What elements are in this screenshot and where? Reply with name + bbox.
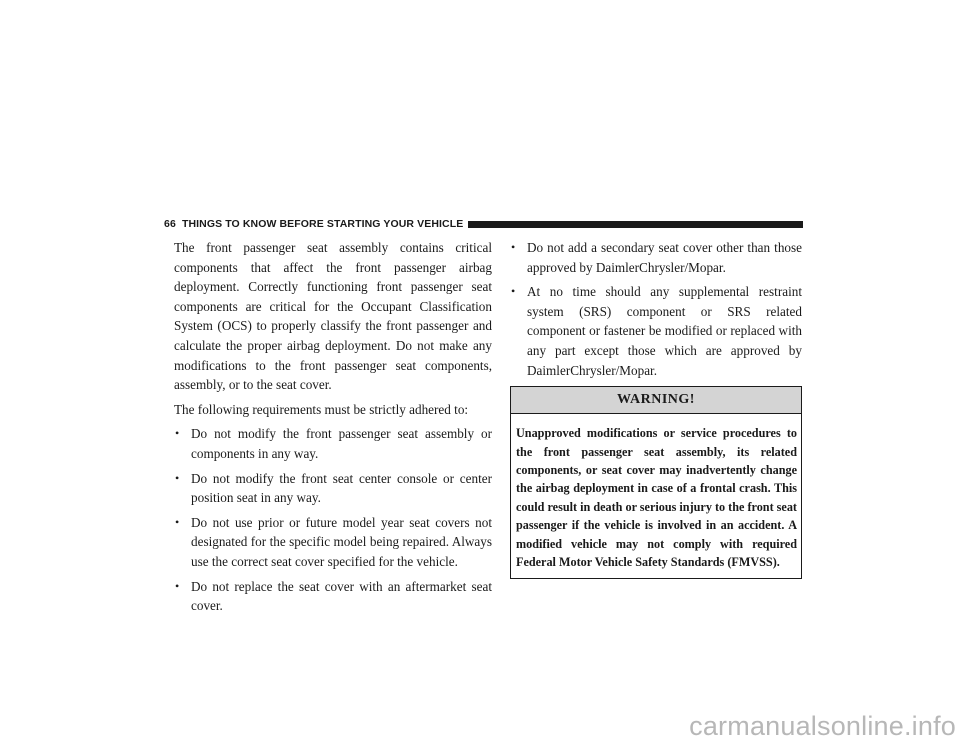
list-item xyxy=(510,282,802,380)
list-item xyxy=(174,424,492,463)
requirements-list-continued xyxy=(510,238,802,380)
header-rule xyxy=(468,221,803,228)
list-item-text: Do not replace the seat cover with an aftermarket seat cover. xyxy=(191,578,492,614)
warning-title: WARNING! xyxy=(511,387,801,414)
bullet-icon: • xyxy=(511,240,516,254)
bullet-icon: • xyxy=(175,470,180,485)
page-header-text xyxy=(164,218,463,230)
list-item xyxy=(174,513,492,572)
page-number: 66 xyxy=(164,218,176,230)
list-item xyxy=(174,469,492,508)
section-title: THINGS TO KNOW BEFORE STARTING YOUR VEHICLE xyxy=(181,218,464,230)
intro-paragraph: The front passenger seat assembly contains critical components that affect the front passenger airbag deployment. Correctly functioning front passenger seat components are critical for the Occupant Classification System (OCS) to properly classify the front passenger and calculate the proper airbag deployment. Do not make any modifications to the front passenger seat components, assembly, or to the seat cover. xyxy=(174,240,492,393)
bullet-icon: • xyxy=(175,514,180,529)
list-item xyxy=(510,238,802,277)
bullet-icon: • xyxy=(175,578,180,593)
warning-text: Unapproved modifications or service procedures to the front passenger seat assembly, its related components, or seat cover may inadvertently change the airbag deployment in case of a frontal crash. This could result in death or serious injury to the front seat passenger if the vehicle is involved in an accident. A modified vehicle may not comply with required Federal Motor Vehicle Safety Standards (FMVSS). xyxy=(516,426,797,569)
list-item-text: Do not modify the front passenger seat assembly or components in any way. xyxy=(191,426,492,461)
requirements-intro: The following requirements must be strictly adhered to: xyxy=(174,401,469,417)
list-item-text: Do not modify the front seat center console or center position seat in any way. xyxy=(191,470,492,506)
watermark: carmanualsonline.info xyxy=(689,711,956,741)
list-item xyxy=(174,577,492,616)
right-column xyxy=(510,238,802,579)
list-item-text: Do not use prior or future model year seat covers not designated for the specific model being repaired. Always use the correct seat cover specified for the vehicle. xyxy=(191,514,492,569)
list-item-text: Do not add a secondary seat cover other than those approved by DaimlerChrysler/Mopar. xyxy=(527,240,802,275)
page-header xyxy=(164,217,803,231)
left-column xyxy=(174,238,492,621)
list-item-text: At no time should any supplemental restraint system (SRS) component or SRS related component or fastener be modified or replaced with any part except those which are approved by DaimlerChrysler/Mopar. xyxy=(527,284,802,378)
bullet-icon: • xyxy=(511,284,516,299)
requirements-list xyxy=(174,424,492,615)
bullet-icon: • xyxy=(175,426,180,441)
warning-box xyxy=(510,386,802,579)
